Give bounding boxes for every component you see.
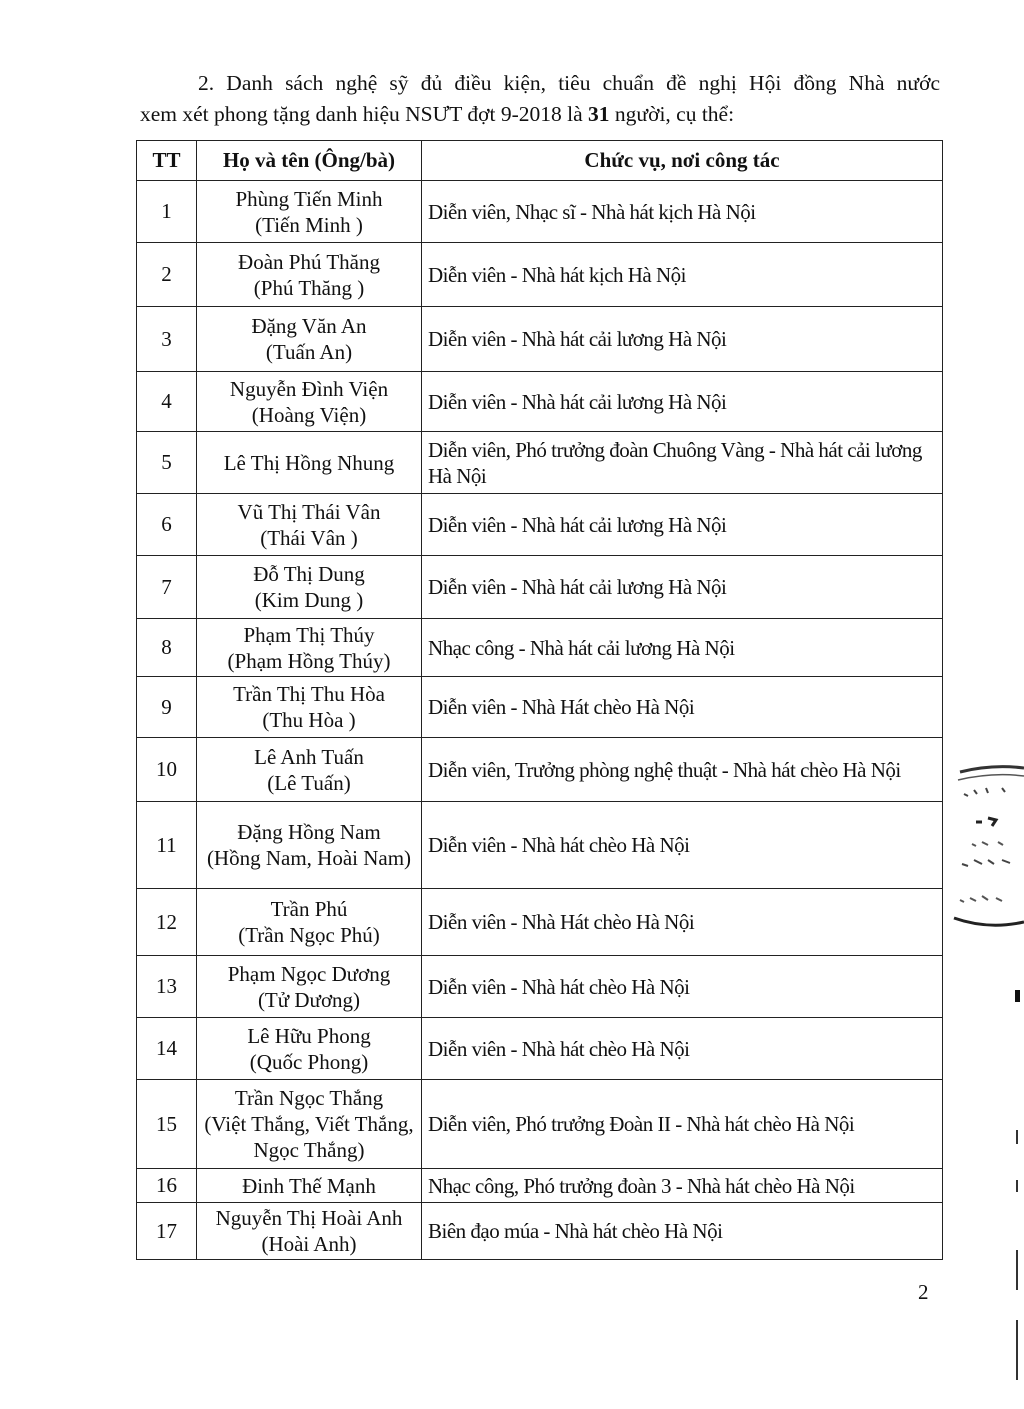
table-row — [137, 619, 943, 677]
artist-name: Nguyễn Thị Hoài Anh — [215, 1206, 403, 1230]
artist-alias: (Phạm Hồng Thúy) — [227, 648, 391, 673]
position-workplace — [422, 243, 943, 307]
position-text: Diễn viên, Phó trưởng Đoàn II - Nhà hát chèo Hà Nội — [428, 1112, 855, 1136]
artist-alias: (Kim Dung ) — [254, 588, 364, 612]
table-row — [137, 556, 943, 619]
row-number: 6 — [137, 494, 197, 556]
position-workplace — [422, 677, 943, 738]
artist-name: Trần Thị Thu Hòa — [233, 682, 385, 706]
artist-name-cell — [197, 181, 422, 243]
table-row — [137, 181, 943, 243]
artist-name-cell — [197, 889, 422, 956]
table-row — [137, 243, 943, 307]
position-workplace — [422, 802, 943, 889]
table-row — [137, 372, 943, 432]
row-number: 13 — [137, 956, 197, 1018]
artist-alias: (Tử Dương) — [257, 987, 361, 1012]
position-text: Diễn viên - Nhà hát chèo Hà Nội — [428, 974, 690, 999]
artist-name: Trần Phú — [270, 897, 348, 921]
row-number: 16 — [137, 1169, 197, 1203]
position-workplace — [422, 738, 943, 802]
artist-name-cell — [197, 307, 422, 372]
scan-edge-marks — [1015, 990, 1020, 1390]
artist-name-cell — [197, 1080, 422, 1169]
artist-name-cell — [197, 1169, 422, 1203]
artist-name-cell — [197, 802, 422, 889]
artist-alias: (Trần Ngọc Phú) — [238, 923, 380, 947]
artist-name-cell — [197, 956, 422, 1018]
position-text: Diễn viên - Nhà hát cải lương Hà Nội — [428, 389, 727, 414]
row-number: 11 — [137, 802, 197, 889]
position-workplace — [422, 1080, 943, 1169]
row-number: 1 — [137, 181, 197, 243]
artist-name-cell — [197, 432, 422, 494]
position-workplace — [422, 494, 943, 556]
artist-name: Phạm Thị Thúy — [243, 622, 375, 647]
artist-name-cell — [197, 619, 422, 677]
table-row — [137, 494, 943, 556]
table-row — [137, 307, 943, 372]
artist-name: Lê Hữu Phong — [247, 1023, 371, 1048]
artist-alias: (Quốc Phong) — [249, 1049, 369, 1074]
row-number: 14 — [137, 1018, 197, 1080]
position-workplace — [422, 432, 943, 494]
artist-name-cell — [197, 243, 422, 307]
header-name: Họ và tên (Ông/bà) — [197, 141, 422, 181]
row-number: 2 — [137, 243, 197, 307]
table-row — [137, 1018, 943, 1080]
artist-name-cell — [197, 372, 422, 432]
artist-name: Lê Thị Hồng Nhung — [223, 450, 395, 475]
artist-name-cell — [197, 1203, 422, 1260]
table-row — [137, 1169, 943, 1203]
position-text: Diễn viên - Nhà Hát chèo Hà Nội — [428, 695, 695, 719]
intro-paragraph — [140, 68, 940, 130]
position-text: Diễn viên - Nhà hát cải lương Hà Nội — [428, 575, 727, 599]
position-text: Diễn viên - Nhà hát cải lương Hà Nội — [428, 327, 727, 351]
artist-alias: (Phú Thăng ) — [253, 275, 365, 300]
row-number: 9 — [137, 677, 197, 738]
position-workplace — [422, 307, 943, 372]
artist-name: Đinh Thế Mạnh — [242, 1173, 376, 1198]
table-row — [137, 889, 943, 956]
artist-name-cell — [197, 1018, 422, 1080]
artist-name: Trần Ngọc Thắng — [234, 1086, 384, 1110]
table-row — [137, 677, 943, 738]
artist-alias: (Hoàng Viện) — [251, 402, 367, 427]
page-number: 2 — [918, 1280, 929, 1304]
artist-name-cell — [197, 738, 422, 802]
artist-alias: (Tuấn An) — [265, 340, 353, 364]
position-workplace — [422, 181, 943, 243]
position-workplace — [422, 1018, 943, 1080]
artist-name-cell — [197, 494, 422, 556]
intro-line-2-text: xem xét phong tặng danh hiệu NSƯT đợt 9-2018 là — [140, 102, 589, 126]
artist-name: Đặng Hồng Nam — [237, 820, 381, 844]
artist-name: Lê Anh Tuấn — [254, 744, 364, 769]
row-number: 12 — [137, 889, 197, 956]
artist-name: Phạm Ngọc Dương — [227, 961, 391, 986]
position-text: Diễn viên - Nhà hát cải lương Hà Nội — [428, 512, 727, 537]
artist-count: 31 — [588, 102, 610, 126]
intro-line-2-end: người, cụ thể: — [609, 102, 735, 126]
artist-name: Vũ Thị Thái Vân — [237, 499, 381, 524]
position-text: Diễn viên, Trưởng phòng nghệ thuật - Nhà hát chèo Hà Nội — [428, 757, 901, 782]
table-row — [137, 1203, 943, 1260]
artist-name: Đặng Văn An — [251, 314, 367, 338]
artist-alias: (Thái Vân ) — [260, 525, 358, 550]
stamp-fragment — [952, 760, 1024, 935]
position-workplace — [422, 1169, 943, 1203]
artist-alias: (Hồng Nam, Hoài Nam) — [206, 846, 412, 870]
header-tt: TT — [137, 141, 197, 181]
table-row — [137, 802, 943, 889]
artist-alias: (Việt Thắng, Viết Thắng, Ngọc Thắng) — [204, 1112, 414, 1162]
table-row — [137, 738, 943, 802]
position-workplace — [422, 889, 943, 956]
artist-alias: (Tiến Minh ) — [255, 212, 363, 237]
artist-name-cell — [197, 556, 422, 619]
position-workplace — [422, 556, 943, 619]
position-text: Diễn viên, Phó trưởng đoàn Chuông Vàng - Nhà hát cải lương Hà Nội — [428, 437, 922, 488]
row-number: 7 — [137, 556, 197, 619]
intro-line-1: 2. Danh sách nghệ sỹ đủ điều kiện, tiêu chuẩn đề nghị Hội đồng Nhà nước — [198, 71, 940, 95]
row-number: 3 — [137, 307, 197, 372]
table-body — [137, 181, 943, 1260]
header-job: Chức vụ, nơi công tác — [422, 141, 943, 181]
artist-table — [136, 140, 943, 1260]
row-number: 8 — [137, 619, 197, 677]
position-text: Diễn viên - Nhà hát kịch Hà Nội — [428, 262, 687, 287]
artist-name: Phùng Tiến Minh — [235, 186, 383, 211]
table-row — [137, 1080, 943, 1169]
intro-line-2 — [140, 99, 940, 130]
row-number: 15 — [137, 1080, 197, 1169]
table-header-row — [137, 141, 943, 181]
position-workplace — [422, 372, 943, 432]
row-number: 4 — [137, 372, 197, 432]
artist-name-cell — [197, 677, 422, 738]
position-text: Diễn viên - Nhà Hát chèo Hà Nội — [428, 910, 695, 934]
row-number: 17 — [137, 1203, 197, 1260]
table-row — [137, 432, 943, 494]
row-number: 10 — [137, 738, 197, 802]
position-text: Diễn viên, Nhạc sĩ - Nhà hát kịch Hà Nội — [428, 199, 756, 224]
position-workplace — [422, 619, 943, 677]
row-number: 5 — [137, 432, 197, 494]
position-text: Diễn viên - Nhà hát chèo Hà Nội — [428, 833, 690, 857]
position-workplace — [422, 1203, 943, 1260]
position-text: Biên đạo múa - Nhà hát chèo Hà Nội — [428, 1219, 723, 1243]
table-row — [137, 956, 943, 1018]
artist-name: Đoàn Phú Thăng — [238, 249, 380, 274]
position-workplace — [422, 956, 943, 1018]
artist-alias: (Hoài Anh) — [261, 1232, 357, 1256]
position-text: Nhạc công, Phó trưởng đoàn 3 - Nhà hát chèo Hà Nội — [428, 1173, 855, 1198]
artist-name: Nguyễn Đình Viện — [229, 376, 389, 401]
artist-alias: (Lê Tuấn) — [267, 770, 351, 795]
artist-name: Đỗ Thị Dung — [253, 562, 365, 586]
position-text: Nhạc công - Nhà hát cải lương Hà Nội — [428, 635, 735, 660]
position-text: Diễn viên - Nhà hát chèo Hà Nội — [428, 1036, 690, 1061]
artist-alias: (Thu Hòa ) — [262, 708, 356, 732]
